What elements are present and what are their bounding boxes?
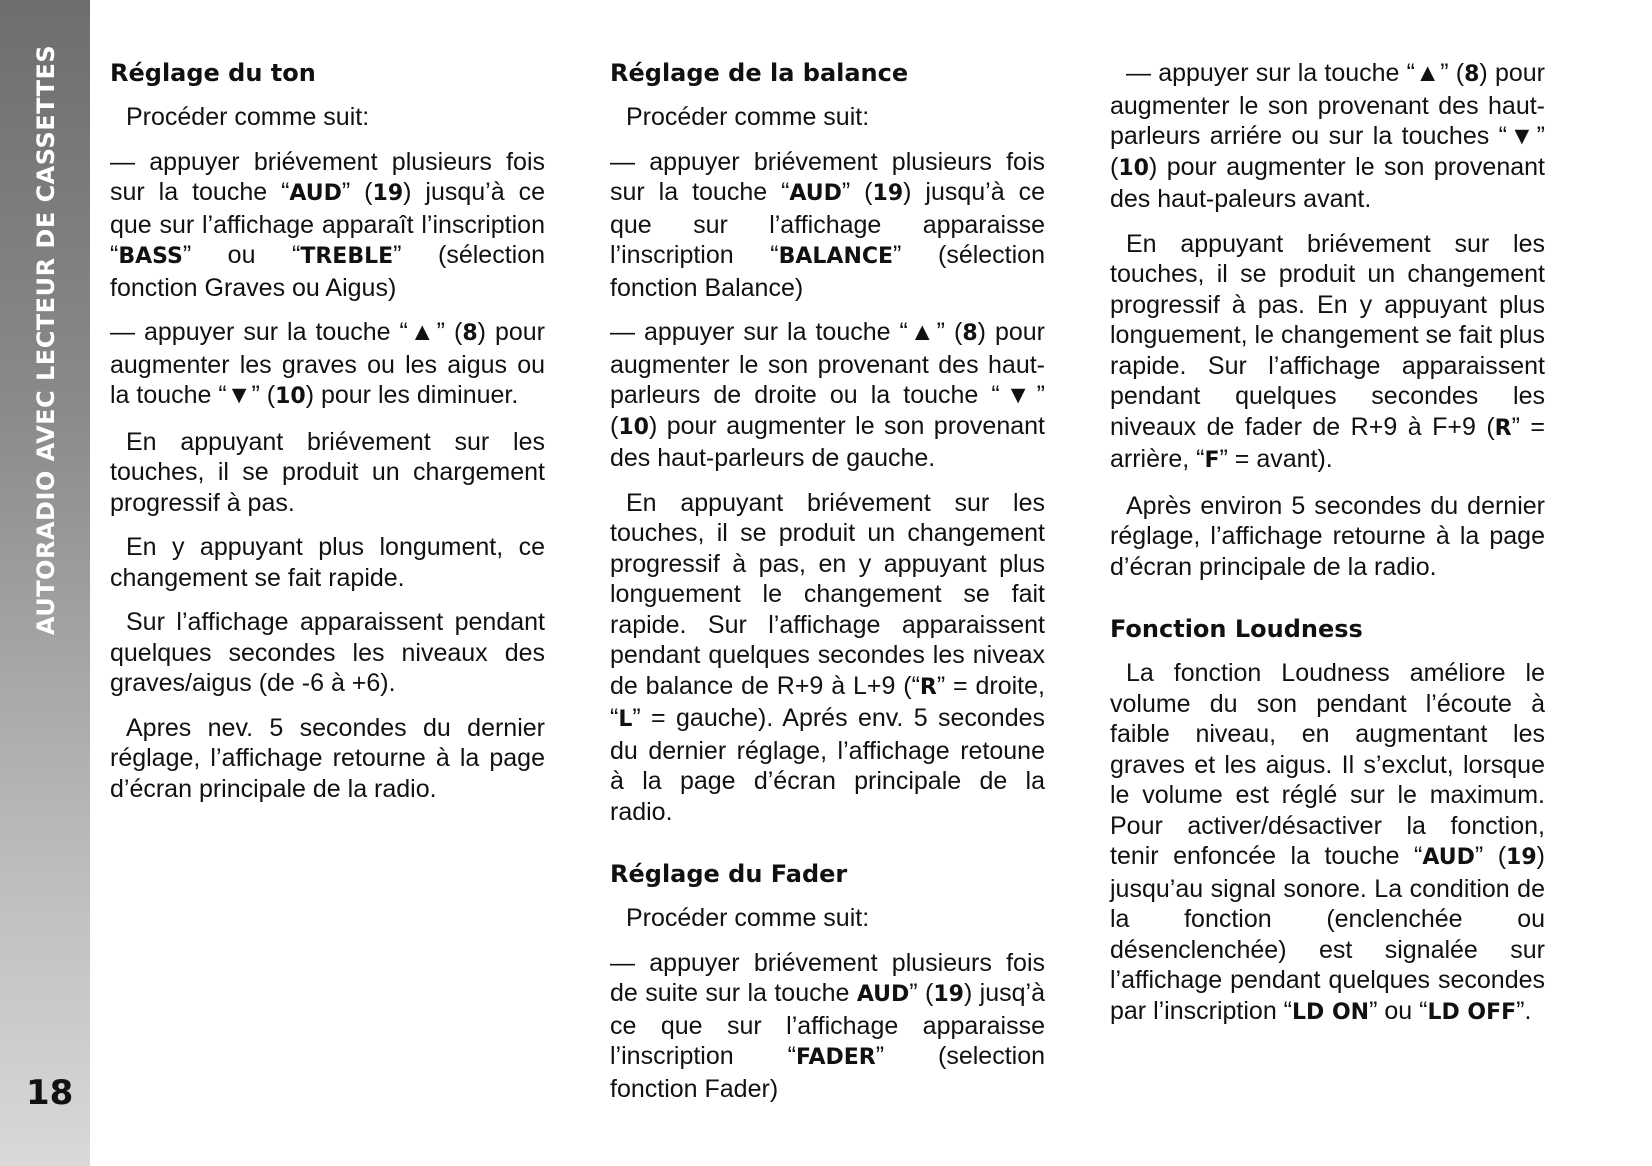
paragraph: Apres nev. 5 secondes du dernier réglage, l’affichage retourne à la page d’écran principale de la radio. <box>110 713 545 803</box>
column-2 <box>610 58 1045 1118</box>
paragraph: La fonction Loudness améliore le volume du son pendant l’écoute à faible niveau, en augmentant les graves et les aigus. Il s’exclut, lorsque le volume est réglé sur le maximum. Pour activer/désactiver la fonction, tenir enfoncée la touche “AUD” (19) jusqu’au signal sonore. La condition de la fonction (enclenchée ou désenclenchée) est signalée sur l’affichage pendant quelques secondes par l’inscription “LD ON” ou “LD OFF”. <box>1110 659 1545 1025</box>
heading-fonction-loudness: Fonction Loudness <box>1110 615 1363 643</box>
paragraph: — appuyer sur la touche “▲” (8) pour augmenter les graves ou les aigus ou la touche “▼” (10) pour les diminuer. <box>110 318 545 409</box>
paragraph: Procéder comme suit: <box>626 904 870 932</box>
paragraph: — appuyer sur la touche “▲” (8) pour augmenter le son provenant des haut-parleurs arriére ou sur la touches “▼” (10) pour augmenter le son provenant des haut-paleurs avant. <box>1110 59 1545 213</box>
paragraph: Après environ 5 secondes du dernier réglage, l’affichage retourne à la page d’écran principale de la radio. <box>1110 491 1545 581</box>
section-title: AUTORADIO AVEC LECTEUR DE CASSETTES <box>32 44 60 636</box>
page-number: 18 <box>26 1073 74 1113</box>
column-1 <box>110 58 545 818</box>
paragraph: Sur l’affichage apparaissent pendant quelques secondes les niveaux des graves/aigus (de -6 à +6). <box>110 608 545 697</box>
paragraph: En appuyant briévement sur les touches, il se produit un changement progressif à pas, en y appuyant plus longuement le changement se fait rapide. Sur l’affichage apparaissent pendant quelques secondes les niveax de balance de R+9 à L+9 (“R” = droite, “L” = gauche). Aprés env. 5 secondes du dernier réglage, l’affichage retoune à la page d’écran principale de la radio. <box>610 488 1045 826</box>
paragraph: Procéder comme suit: <box>126 103 370 131</box>
paragraph: — appuyer briévement plusieurs fois sur la touche “AUD” (19) jusqu’à ce que sur l’affichage apparaisse l’inscription “BALANCE” (sélection fonction Balance) <box>610 147 1045 302</box>
paragraph: Procéder comme suit: <box>626 103 870 131</box>
paragraph: — appuyer briévement plusieurs fois sur la touche “AUD” (19) jusqu’à ce que sur l’affichage apparaît l’inscription “BASS” ou “TREBLE” (sélection fonction Graves ou Aigus) <box>110 147 546 302</box>
column-3 <box>1110 58 1545 1042</box>
side-tab <box>0 0 90 1166</box>
paragraph: En appuyant briévement sur les touches, il se produit un chargement progressif à pas. <box>110 427 545 517</box>
paragraph: — appuyer briévement plusieurs fois de suite sur la touche AUD” (19) jusq’à ce que sur l’affichage apparaisse l’inscription “FADER” (selection fonction Fader) <box>610 948 1046 1103</box>
heading-reglage-balance: Réglage de la balance <box>610 59 909 87</box>
paragraph: En y appuyant plus longument, ce changement se fait rapide. <box>110 533 545 592</box>
paragraph: En appuyant briévement sur les touches, il se produit un changement progressif à pas. En y appuyant plus longuement, le changement se fait plus rapide. Sur l’affichage apparaissent pendant quelques secondes les niveaux de fader de R+9 à F+9 (R” = arrière, “F” = avant). <box>1110 229 1545 473</box>
heading-reglage-fader: Réglage du Fader <box>610 860 848 888</box>
paragraph: — appuyer sur la touche “▲” (8) pour augmenter le son provenant des haut-parleurs de droite ou la touche “▼” (10) pour augmenter le son provenant des haut-parleurs de gauche. <box>610 318 1045 472</box>
heading-reglage-ton: Réglage du ton <box>110 59 316 87</box>
